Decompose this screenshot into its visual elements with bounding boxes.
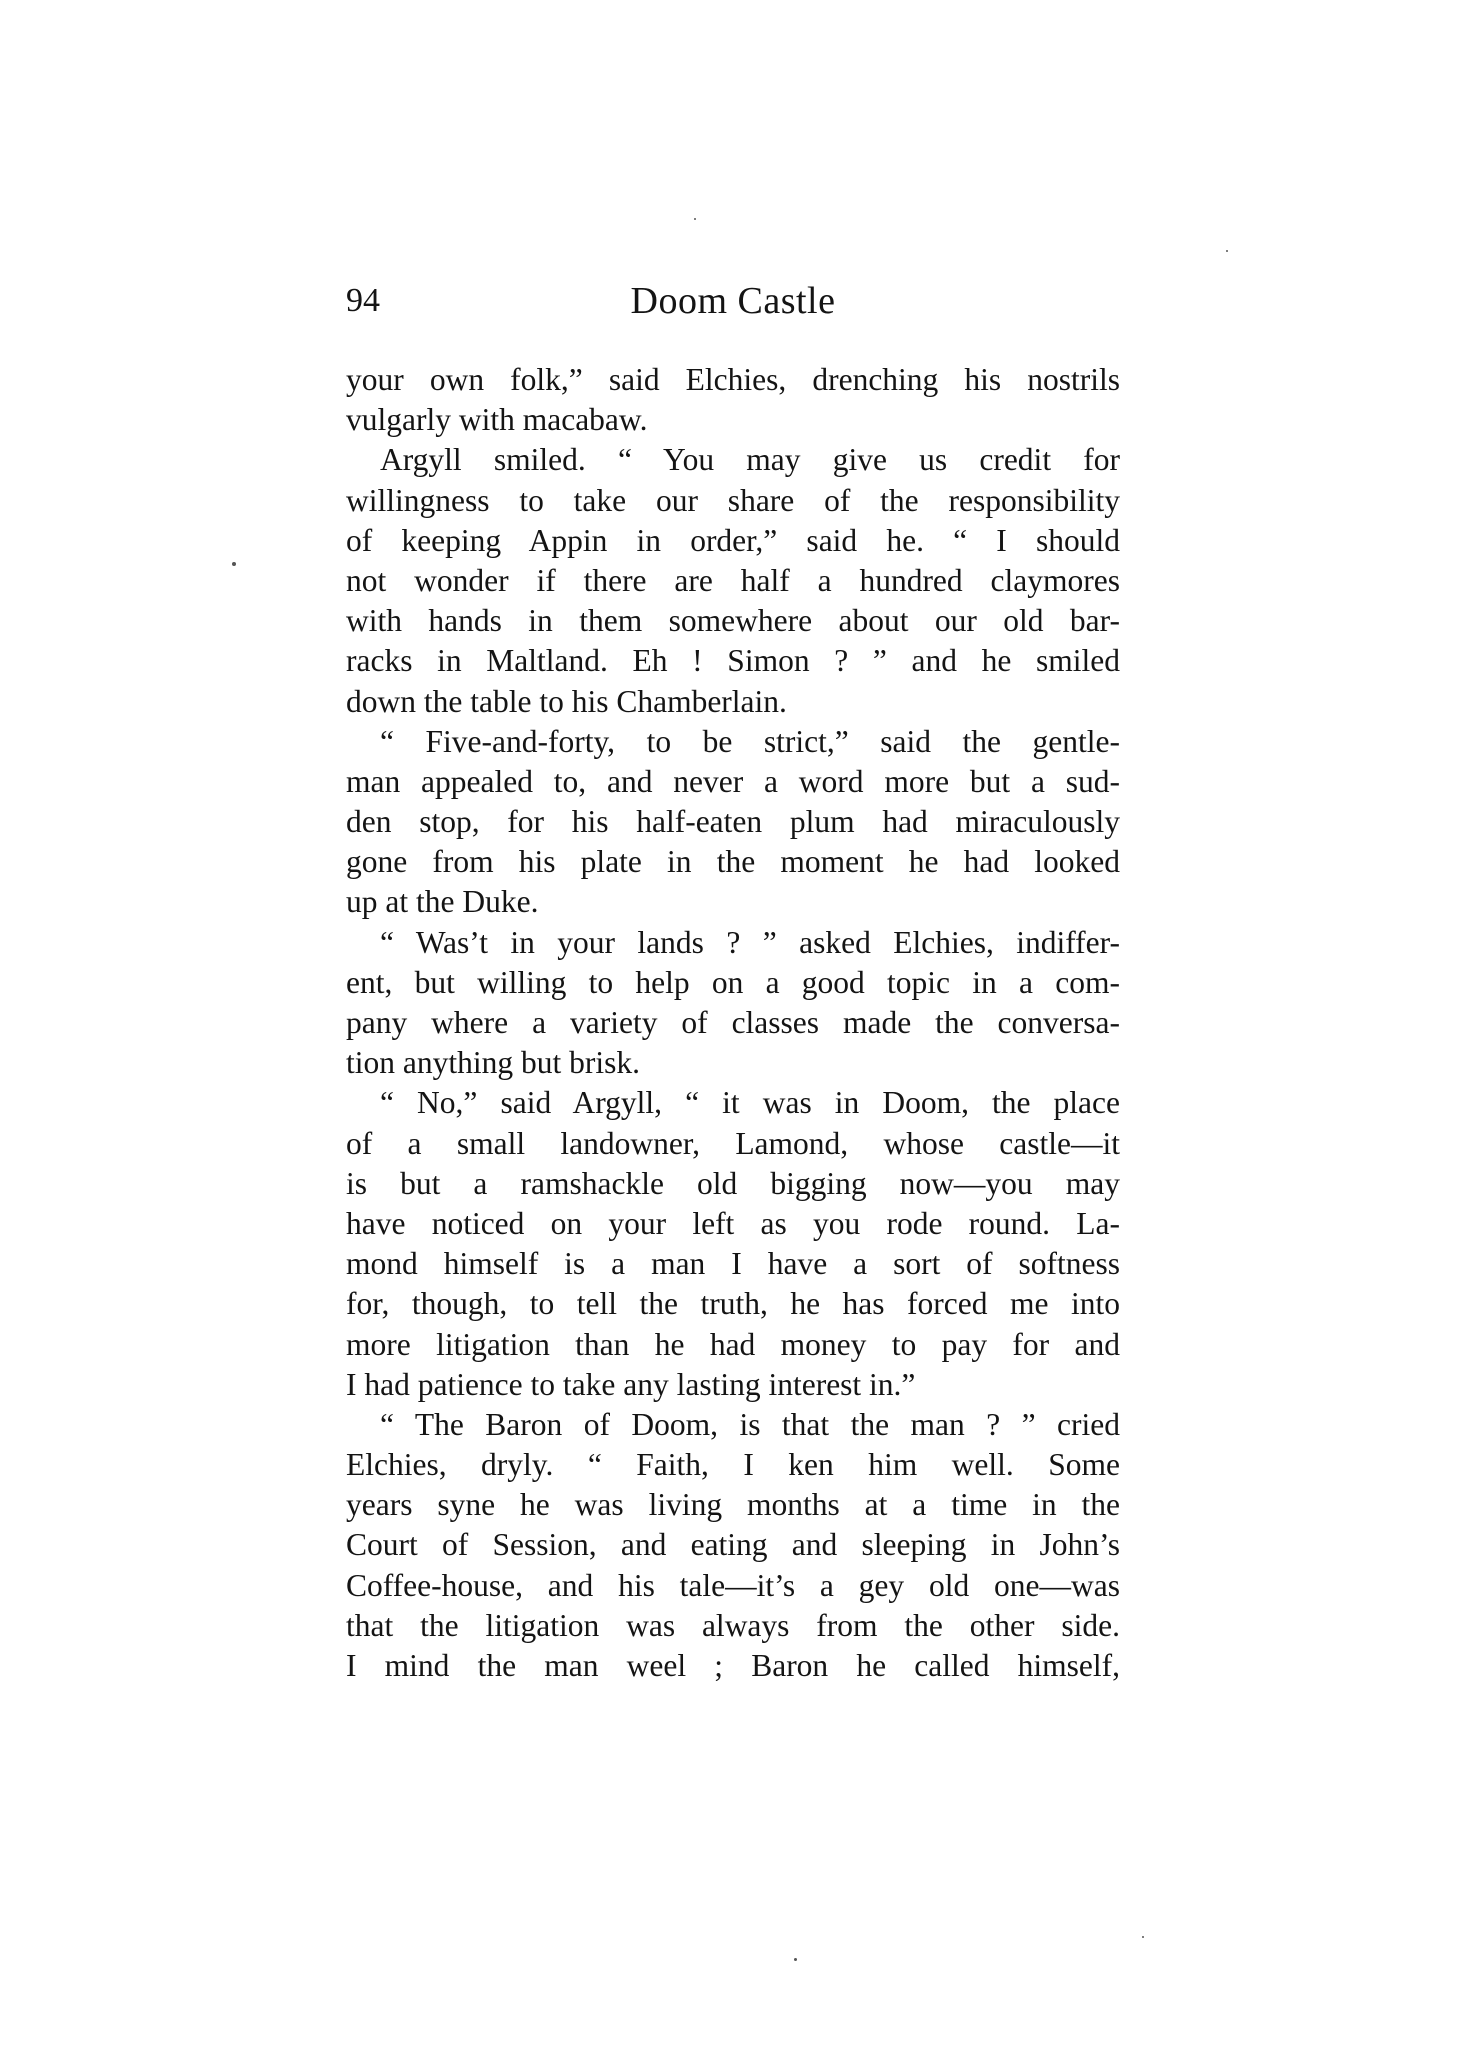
text-line: your own folk,” said Elchies, drenching his nostrils [346,362,1120,397]
text-line: “ Was’t in your lands ? ” asked Elchies, indiffer- [380,924,1120,960]
text-line: I mind the man weel ; Baron he called himself, [346,1648,1120,1683]
text-line: racks in Maltland. Eh ! Simon ? ” and he smiled [346,643,1120,679]
text-line: I had patience to take any lasting interest in.” [346,1366,916,1402]
text-line: Argyll smiled. “ You may give us credit for [380,442,1120,478]
text-line: tion anything but brisk. [346,1045,640,1081]
text-line: pany where a variety of classes made the conversa- [346,1005,1120,1040]
text-line: “ Five-and-forty, to be strict,” said the gentle- [380,723,1120,759]
scan-speck [1226,250,1228,252]
text-line: ent, but willing to help on a good topic in a com- [346,964,1120,1000]
text-line: Court of Session, and eating and sleeping in John’s [346,1527,1120,1563]
text-line: “ The Baron of Doom, is that the man ? ” cried [380,1406,1120,1442]
text-line: man appealed to, and never a word more but a sud- [346,763,1120,799]
text-line: den stop, for his half-eaten plum had miraculously [346,804,1120,840]
scan-speck [1142,1936,1144,1938]
text-line: have noticed on your left as you rode round. La- [346,1205,1120,1241]
page-number: 94 [346,282,380,319]
text-line: Elchies, dryly. “ Faith, I ken him well. Some [346,1447,1120,1483]
scan-speck [694,218,696,220]
text-line: up at the Duke. [346,884,539,920]
text-line: of a small landowner, Lamond, whose castle—it [346,1125,1120,1161]
text-line: gone from his plate in the moment he had looked [346,844,1120,880]
scan-speck [232,562,236,566]
scan-speck [794,1958,797,1961]
text-line: mond himself is a man I have a sort of softness [346,1246,1120,1282]
text-line: not wonder if there are half a hundred claymores [346,562,1120,598]
text-line: more litigation than he had money to pay for and [346,1326,1120,1362]
text-line: of keeping Appin in order,” said he. “ I should [346,522,1120,558]
text-line: is but a ramshackle old bigging now—you may [346,1165,1120,1201]
page-header [346,276,1120,326]
text-line: years syne he was living months at a time in the [346,1487,1120,1523]
running-title: Doom Castle [630,280,836,322]
text-line: “ No,” said Argyll, “ it was in Doom, the place [380,1085,1120,1121]
text-line: for, though, to tell the truth, he has forced me into [346,1286,1120,1322]
text-line: with hands in them somewhere about our old bar- [346,603,1120,639]
text-line: willingness to take our share of the responsibility [346,482,1120,518]
text-line: down the table to his Chamberlain. [346,683,787,719]
body-text [346,360,1120,1686]
text-line: that the litigation was always from the other side. [346,1607,1120,1643]
text-line: vulgarly with macabaw. [346,402,648,438]
text-line: Coffee-house, and his tale—it’s a gey old one—was [346,1567,1120,1603]
